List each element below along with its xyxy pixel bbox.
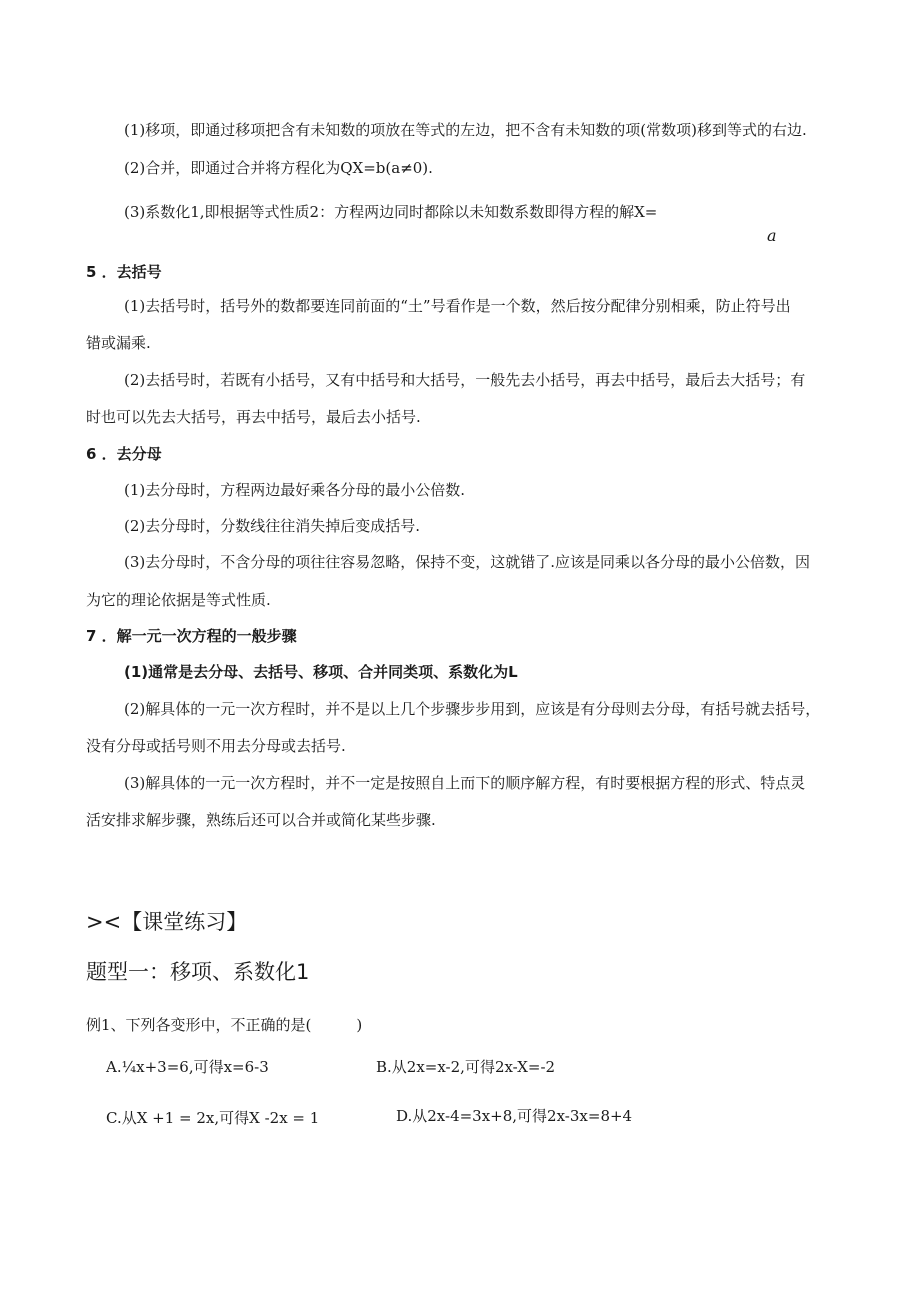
section-7-item-2: (2)解具体的一元一次方程时，并不是以上几个步骤步步用到，应该是有分母则去分母，有括号就去括号， — [124, 700, 821, 718]
section-5-item-2-cont: 时也可以先去大括号，再去中括号，最后去小括号. — [86, 408, 421, 426]
section-5-item-1: (1)去括号时，括号外的数都要连同前面的“土”号看作是一个数，然后按分配律分别相乘，防止符号出 — [124, 297, 791, 315]
practice-heading: ><【课堂练习】 — [86, 910, 248, 934]
section-7-item-2-cont: 没有分母或括号则不用去分母或去括号. — [86, 737, 346, 755]
section-5-heading: 5 ．去括号 — [86, 263, 162, 281]
section-6-item-3: (3)去分母时，不含分母的项往往容易忽略，保持不变，这就错了.应该是同乘以各分母的最小公倍数，因 — [124, 553, 811, 571]
section-6-item-3-cont: 为它的理论依据是等式性质. — [86, 591, 271, 609]
section-7-item-1: (1)通常是去分母、去括号、移项、合并同类项、系数化为L — [124, 663, 518, 681]
option-a: A.¼x+3=6,可得x=6-3 — [106, 1058, 269, 1076]
section-6-item-2: (2)去分母时，分数线往往消失掉后变成括号. — [124, 517, 421, 535]
section-5-item-1-cont: 错或漏乘. — [86, 334, 151, 352]
section-7-item-3-cont: 活安排求解步骤，熟练后还可以合并或简化某些步骤. — [86, 811, 436, 829]
option-c: C.从X +1 = 2x,可得X -2x = 1 — [106, 1109, 320, 1127]
section-7-item-3: (3)解具体的一元一次方程时，并不一定是按照自上而下的顺序解方程，有时要根据方程的形式、特点灵 — [124, 774, 806, 792]
example-question: 例1、下列各变形中，不正确的是( ) — [86, 1016, 363, 1034]
section-6-heading: 6 ．去分母 — [86, 445, 162, 463]
option-d: D.从2x-4=3x+8,可得2x-3x=8+4 — [396, 1107, 633, 1125]
section-6-item-1: (1)去分母时，方程两边最好乘各分母的最小公倍数. — [124, 481, 466, 499]
section-5-item-2: (2)去括号时，若既有小括号，又有中括号和大括号，一般先去小括号，再去中括号，最后去大括号；有 — [124, 371, 806, 389]
intro-item-3-denominator: a — [767, 226, 777, 245]
intro-item-2: (2)合并，即通过合并将方程化为QX=b(a≠0). — [124, 159, 433, 177]
intro-item-3: (3)系数化1,即根据等式性质2：方程两边同时都除以未知数系数即得方程的解X= — [124, 203, 658, 221]
section-7-heading: 7 ．解一元一次方程的一般步骤 — [86, 627, 297, 645]
question-type-heading: 题型一：移项、系数化1 — [86, 960, 310, 984]
intro-item-1: (1)移项，即通过移项把含有未知数的项放在等式的左边，把不含有未知数的项(常数项)移到等式的右边. — [124, 121, 807, 139]
option-b: B.从2x=x-2,可得2x-X=-2 — [376, 1058, 556, 1076]
